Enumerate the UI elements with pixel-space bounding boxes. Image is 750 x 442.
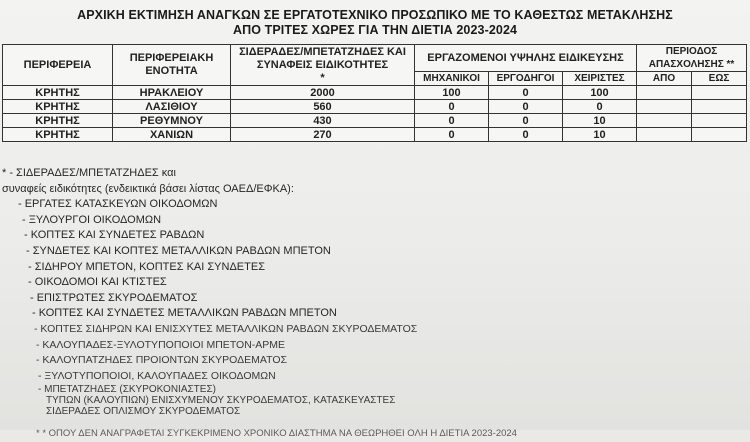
list-item: - ΜΠΕΤΑΤΖΗΔΕΣ (ΣΚΥΡΟΚΟΝΙΑΣΤΕΣ) (38, 384, 216, 396)
cell-hands: 100 (563, 86, 637, 100)
cell-specialties: 560 (231, 100, 415, 114)
cell-employers: 0 (489, 86, 563, 100)
cell-specialties: 270 (231, 128, 415, 142)
list-item: - ΚΟΠΤΕΣ ΚΑΙ ΣΥΝΔΕΤΕΣ ΜΕΤΑΛΛΙΚΩΝ ΡΑΒΔΩΝ ΜΠΕΤΟΝ (32, 307, 337, 320)
cell-machinists: 100 (415, 86, 489, 100)
header-low-skill: ΕΡΓΑΖΟΜΕΝΟΙ ΥΨΗΛΗΣ ΕΙΔΙΚΕΥΣΗΣ (415, 45, 637, 72)
header-specialties-mark: * (320, 71, 325, 84)
list-item: - ΞΥΛΟΥΡΓΟΙ ΟΙΚΟΔΟΜΩΝ (22, 213, 162, 226)
cell-to (692, 100, 747, 114)
header-specialties-text: ΣΙΔΕΡΑΔΕΣ/ΜΠΕΤΑΤΖΗΔΕΣ ΚΑΙ ΣΥΝΑΦΕΙΣ ΕΙΔΙΚΟΤΗΤΕΣ (239, 45, 406, 71)
footnote: * * ΟΠΟΥ ΔΕΝ ΑΝΑΓΡΑΦΕΤΑΙ ΣΥΓΚΕΚΡΙΜΕΝΟ ΧΡΟΝΙΚΟ ΔΙΑΣΤΗΜΑ ΝΑ ΘΕΩΡΗΘΕΙ ΟΛΗ Η ΔΙΕΤΙΑ 2023-2024 (36, 428, 517, 440)
header-region: ΠΕΡΙΦΕΡΕΙΑ (3, 45, 113, 86)
needs-table (2, 44, 747, 142)
cell-region: ΚΡΗΤΗΣ (3, 114, 113, 128)
cell-unit: ΗΡΑΚΛΕΙΟΥ (113, 86, 231, 100)
cell-region: ΚΡΗΤΗΣ (3, 128, 113, 142)
list-item: - ΚΑΛΟΥΠΑΔΕΣ-ΞΥΛΟΤΥΠΟΠΟΙΟΙ ΜΠΕΤΟΝ-ΑΡΜΕ (36, 338, 286, 351)
table-row (3, 114, 747, 128)
cell-hands: 0 (563, 100, 637, 114)
cell-from (637, 128, 692, 142)
title-line-1: ΑΡΧΙΚΗ ΕΚΤΙΜΗΣΗ ΑΝΑΓΚΩΝ ΣΕ ΕΡΓΑΤΟΤΕΧΝΙΚΟ ΠΡΟΣΩΠΙΚΟ ΜΕ ΤΟ ΚΑΘΕΣΤΩΣ ΜΕΤΑΚΛΗΣΗΣ (77, 8, 673, 22)
list-item: - ΣΙΔΗΡΟΥ ΜΠΕΤΟΝ, ΚΟΠΤΕΣ ΚΑΙ ΣΥΝΔΕΤΕΣ (28, 260, 265, 273)
header-machinists: ΜΗΧΑΝΙΚΟΙ (415, 72, 489, 86)
cell-employers: 0 (489, 128, 563, 142)
cell-machinists: 0 (415, 100, 489, 114)
list-item: - ΟΙΚΟΔΟΜΟΙ ΚΑΙ ΚΤΙΣΤΕΣ (28, 276, 167, 289)
note-sub-line-1: ΤΥΠΩΝ (ΚΑΛΟΥΠΙΩΝ) ΕΝΙΣΧΥΜΕΝΟΥ ΣΚΥΡΟΔΕΜΑΤΟΣ, ΚΑΤΑΣΚΕΥΑΣΤΕΣ (46, 395, 396, 407)
list-item: - ΚΑΛΟΥΠΑΤΖΗΔΕΣ ΠΡΟΙΟΝΤΩΝ ΣΚΥΡΟΔΕΜΑΤΟΣ (36, 354, 288, 367)
cell-hands: 10 (563, 114, 637, 128)
list-item: - ΕΠΙΣΤΡΩΤΕΣ ΣΚΥΡΟΔΕΜΑΤΟΣ (30, 291, 198, 304)
cell-unit: ΡΕΘΥΜΝΟΥ (113, 114, 231, 128)
header-specialties (231, 45, 415, 86)
list-item: - ΚΟΠΤΕΣ ΚΑΙ ΣΥΝΔΕΤΕΣ ΡΑΒΔΩΝ (24, 229, 205, 242)
cell-employers: 0 (489, 100, 563, 114)
list-item: - ΚΟΠΤΕΣ ΣΙΔΗΡΩΝ ΚΑΙ ΕΝΙΣΧΥΤΕΣ ΜΕΤΑΛΛΙΚΩΝ ΡΑΒΔΩΝ ΣΚΥΡΟΔΕΜΑΤΟΣ (34, 322, 418, 335)
header-from: ΑΠΟ (637, 72, 692, 86)
cell-region: ΚΡΗΤΗΣ (3, 100, 113, 114)
note-line-2: συναφείς ειδικότητες (ενδεικτικά βάσει λίστας ΟΑΕΔ/ΕΦΚΑ): (2, 182, 294, 195)
note-line-1: * - ΣΙΔΕΡΑΔΕΣ/ΜΠΕΤΑΤΖΗΔΕΣ και (2, 167, 176, 179)
cell-unit: ΧΑΝΙΩΝ (113, 128, 231, 142)
table-row (3, 128, 747, 142)
header-unit: ΠΕΡΙΦΕΡΕΙΑΚΗ ΕΝΟΤΗΤΑ (113, 45, 231, 86)
header-hands: ΧΕΙΡΙΣΤΕΣ (563, 72, 637, 86)
cell-to (692, 128, 747, 142)
cell-specialties: 2000 (231, 86, 415, 100)
cell-specialties: 430 (231, 114, 415, 128)
document-title (0, 8, 750, 38)
cell-region: ΚΡΗΤΗΣ (3, 86, 113, 100)
cell-from (637, 100, 692, 114)
list-item: - ΕΡΓΑΤΕΣ ΚΑΤΑΣΚΕΥΩΝ ΟΙΚΟΔΟΜΩΝ (18, 198, 218, 211)
header-employers: ΕΡΓΟΔΗΓΟΙ (489, 72, 563, 86)
cell-machinists: 0 (415, 128, 489, 142)
note-sub-line-2: ΣΙΔΕΡΑΔΕΣ ΟΠΛΙΣΜΟΥ ΣΚΥΡΟΔΕΜΑΤΟΣ (46, 406, 241, 418)
list-item: - ΣΥΝΔΕΤΕΣ ΚΑΙ ΚΟΠΤΕΣ ΜΕΤΑΛΛΙΚΩΝ ΡΑΒΔΩΝ ΜΠΕΤΟΝ (26, 244, 331, 257)
header-period: ΠΕΡΙΟΔΟΣ ΑΠΑΣΧΟΛΗΣΗΣ ** (637, 45, 747, 72)
table-row (3, 86, 747, 100)
title-line-2: ΑΠΟ ΤΡΙΤΕΣ ΧΩΡΕΣ ΓΙΑ ΤΗΝ ΔΙΕΤΙΑ 2023-2024 (232, 23, 518, 37)
cell-from (637, 86, 692, 100)
header-to: ΕΩΣ (692, 72, 747, 86)
notes-section (0, 166, 740, 442)
cell-unit: ΛΑΣΙΘΙΟΥ (113, 100, 231, 114)
cell-to (692, 86, 747, 100)
cell-from (637, 114, 692, 128)
cell-hands: 10 (563, 128, 637, 142)
list-item: - ΞΥΛΟΤΥΠΟΠΟΙΟΙ, ΚΑΛΟΥΠΑΔΕΣ ΟΙΚΟΔΟΜΩΝ (38, 369, 276, 382)
table-row (3, 100, 747, 114)
cell-machinists: 0 (415, 114, 489, 128)
cell-employers: 0 (489, 114, 563, 128)
cell-to (692, 114, 747, 128)
